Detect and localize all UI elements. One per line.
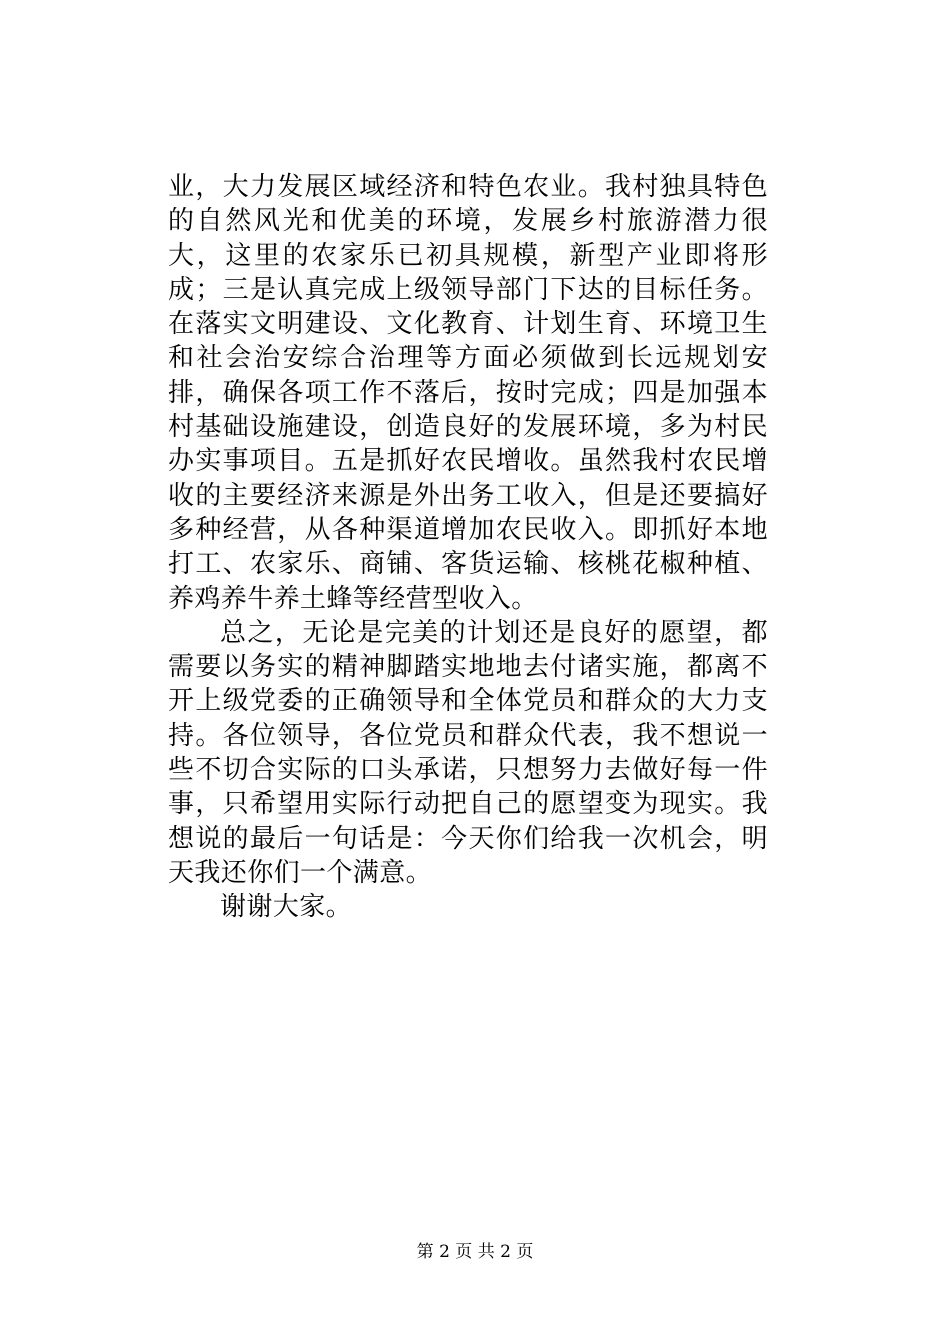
document-body	[168, 170, 768, 925]
page-footer	[0, 1241, 950, 1263]
paragraph-3: 谢谢大家。	[220, 892, 353, 923]
page-number-label: 第 2 页 共 2 页	[416, 1242, 534, 1262]
paragraph-2: 总之，无论是完美的计划还是良好的愿望，都需要以务实的精神脚踏实地地去付诸实施，都离不开上级党委的正确领导和全体党员和群众的大力支持。各位领导，各位党员和群众代表，我不想说一些不切合实际的口头承诺，只想努力去做好每一件事，只希望用实际行动把自己的愿望变为现实。我想说的最后一句话是：今天你们给我一次机会，明天我还你们一个满意。	[168, 617, 768, 888]
paragraph-1: 业，大力发展区域经济和特色农业。我村独具特色的自然风光和优美的环境，发展乡村旅游潜力很大，这里的农家乐已初具规模，新型产业即将形成；三是认真完成上级领导部门下达的目标任务。在落实文明建设、文化教育、计划生育、环境卫生和社会治安综合治理等方面必须做到长远规划安排，确保各项工作不落后，按时完成；四是加强本村基础设施建设，创造良好的发展环境，多为村民办实事项目。五是抓好农民增收。虽然我村农民增收的主要经济来源是外出务工收入，但是还要搞好多种经营，从各种渠道增加农民收入。即抓好本地打工、农家乐、商铺、客货运输、核桃花椒种植、养鸡养牛养土蜂等经营型收入。	[168, 172, 768, 614]
